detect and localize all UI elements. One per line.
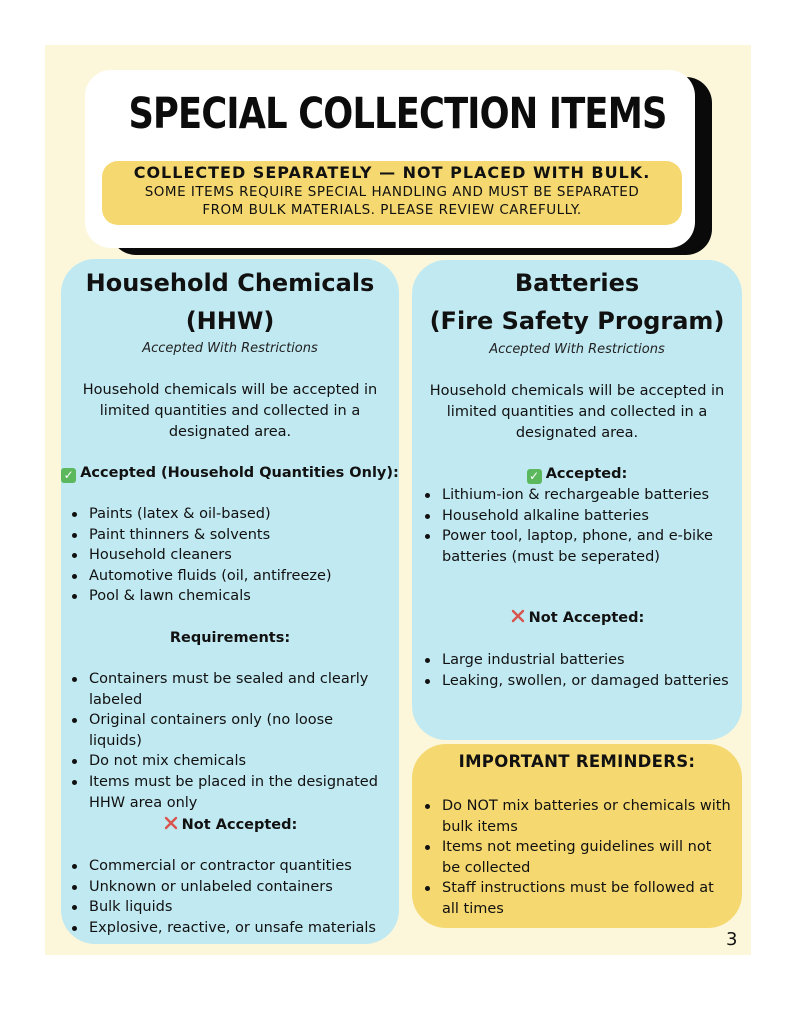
reminders-heading: IMPORTANT REMINDERS: xyxy=(458,752,696,771)
banner-line-1: SOME ITEMS REQUIRE SPECIAL HANDLING AND MUST BE SEPARATED xyxy=(144,184,640,200)
list-item: Bulk liquids xyxy=(69,897,389,918)
batteries-title-line-1: Batteries xyxy=(514,269,640,297)
list-item: Paint thinners & solvents xyxy=(69,525,384,546)
page-number: 3 xyxy=(726,929,738,950)
banner-notice: COLLECTED SEPARATELY — NOT PLACED WITH BULK. xyxy=(133,163,651,182)
hhw-accepted-list xyxy=(69,504,384,607)
batteries-title xyxy=(412,264,742,340)
list-item: Original containers only (no loose liquids) xyxy=(69,710,379,751)
check-icon: ✓ xyxy=(527,469,542,484)
list-item: Explosive, reactive, or unsafe materials xyxy=(69,918,389,939)
list-item: Items must be placed in the designated HHW area only xyxy=(69,772,379,813)
banner-line-2: FROM BULK MATERIALS. PLEASE REVIEW CAREFULLY. xyxy=(202,202,582,218)
batteries-not-accepted-heading-label: Not Accepted: xyxy=(528,610,645,626)
hhw-subtitle: Accepted With Restrictions xyxy=(142,341,318,356)
hhw-accepted-heading xyxy=(61,463,399,483)
hhw-accepted-heading-label: Accepted (Household Quantities Only): xyxy=(80,465,399,481)
list-item: Unknown or unlabeled containers xyxy=(69,877,389,898)
hhw-not-accepted-list xyxy=(69,856,389,938)
batteries-intro-line-1: Household chemicals will be accepted in xyxy=(429,383,725,399)
hhw-title-line-1: Household Chemicals xyxy=(85,269,375,297)
hhw-not-accepted-heading xyxy=(61,815,399,835)
hhw-requirements-list xyxy=(69,669,379,813)
banner-description xyxy=(102,183,682,219)
list-item: Do NOT mix batteries or chemicals with bulk items xyxy=(422,796,732,837)
batteries-accepted-heading xyxy=(412,464,742,484)
list-item: Containers must be sealed and clearly labeled xyxy=(69,669,379,710)
hhw-intro-line-1: Household chemicals will be accepted in xyxy=(82,382,378,398)
list-item: Lithium-ion & rechargeable batteries xyxy=(422,485,732,506)
list-item: Household cleaners xyxy=(69,545,384,566)
reminders-list xyxy=(422,796,732,920)
hhw-title-line-2: (HHW) xyxy=(185,307,275,335)
list-item: Large industrial batteries xyxy=(422,650,732,671)
list-item: Items not meeting guidelines will not be collected xyxy=(422,837,732,878)
batteries-accepted-heading-label: Accepted: xyxy=(545,466,628,482)
hhw-intro xyxy=(61,380,399,443)
hhw-requirements-heading: Requirements: xyxy=(169,630,291,646)
batteries-subtitle: Accepted With Restrictions xyxy=(489,342,665,357)
list-item: Automotive fluids (oil, antifreeze) xyxy=(69,566,384,587)
list-item: Household alkaline batteries xyxy=(422,506,732,527)
hhw-intro-line-2: limited quantities and collected in a xyxy=(99,403,361,419)
cross-icon xyxy=(510,608,526,624)
list-item: Commercial or contractor quantities xyxy=(69,856,389,877)
batteries-not-accepted-list xyxy=(422,650,732,691)
list-item: Leaking, swollen, or damaged batteries xyxy=(422,671,732,692)
batteries-not-accepted-heading xyxy=(412,608,742,628)
hhw-title xyxy=(61,264,399,340)
hhw-intro-line-3: designated area. xyxy=(168,424,292,440)
list-item: Power tool, laptop, phone, and e-bike batteries (must be seperated) xyxy=(422,526,732,567)
batteries-title-line-2: (Fire Safety Program) xyxy=(429,307,725,335)
list-item: Do not mix chemicals xyxy=(69,751,379,772)
list-item: Pool & lawn chemicals xyxy=(69,586,384,607)
list-item: Staff instructions must be followed at all times xyxy=(422,878,732,919)
batteries-accepted-list xyxy=(422,485,732,567)
batteries-intro-line-2: limited quantities and collected in a xyxy=(446,404,708,420)
page-title: SPECIAL COLLECTION ITEMS xyxy=(128,89,667,139)
hhw-not-accepted-heading-label: Not Accepted: xyxy=(181,817,298,833)
batteries-intro xyxy=(412,381,742,444)
list-item: Paints (latex & oil-based) xyxy=(69,504,384,525)
cross-icon xyxy=(163,815,179,831)
batteries-intro-line-3: designated area. xyxy=(515,425,639,441)
check-icon: ✓ xyxy=(61,468,76,483)
